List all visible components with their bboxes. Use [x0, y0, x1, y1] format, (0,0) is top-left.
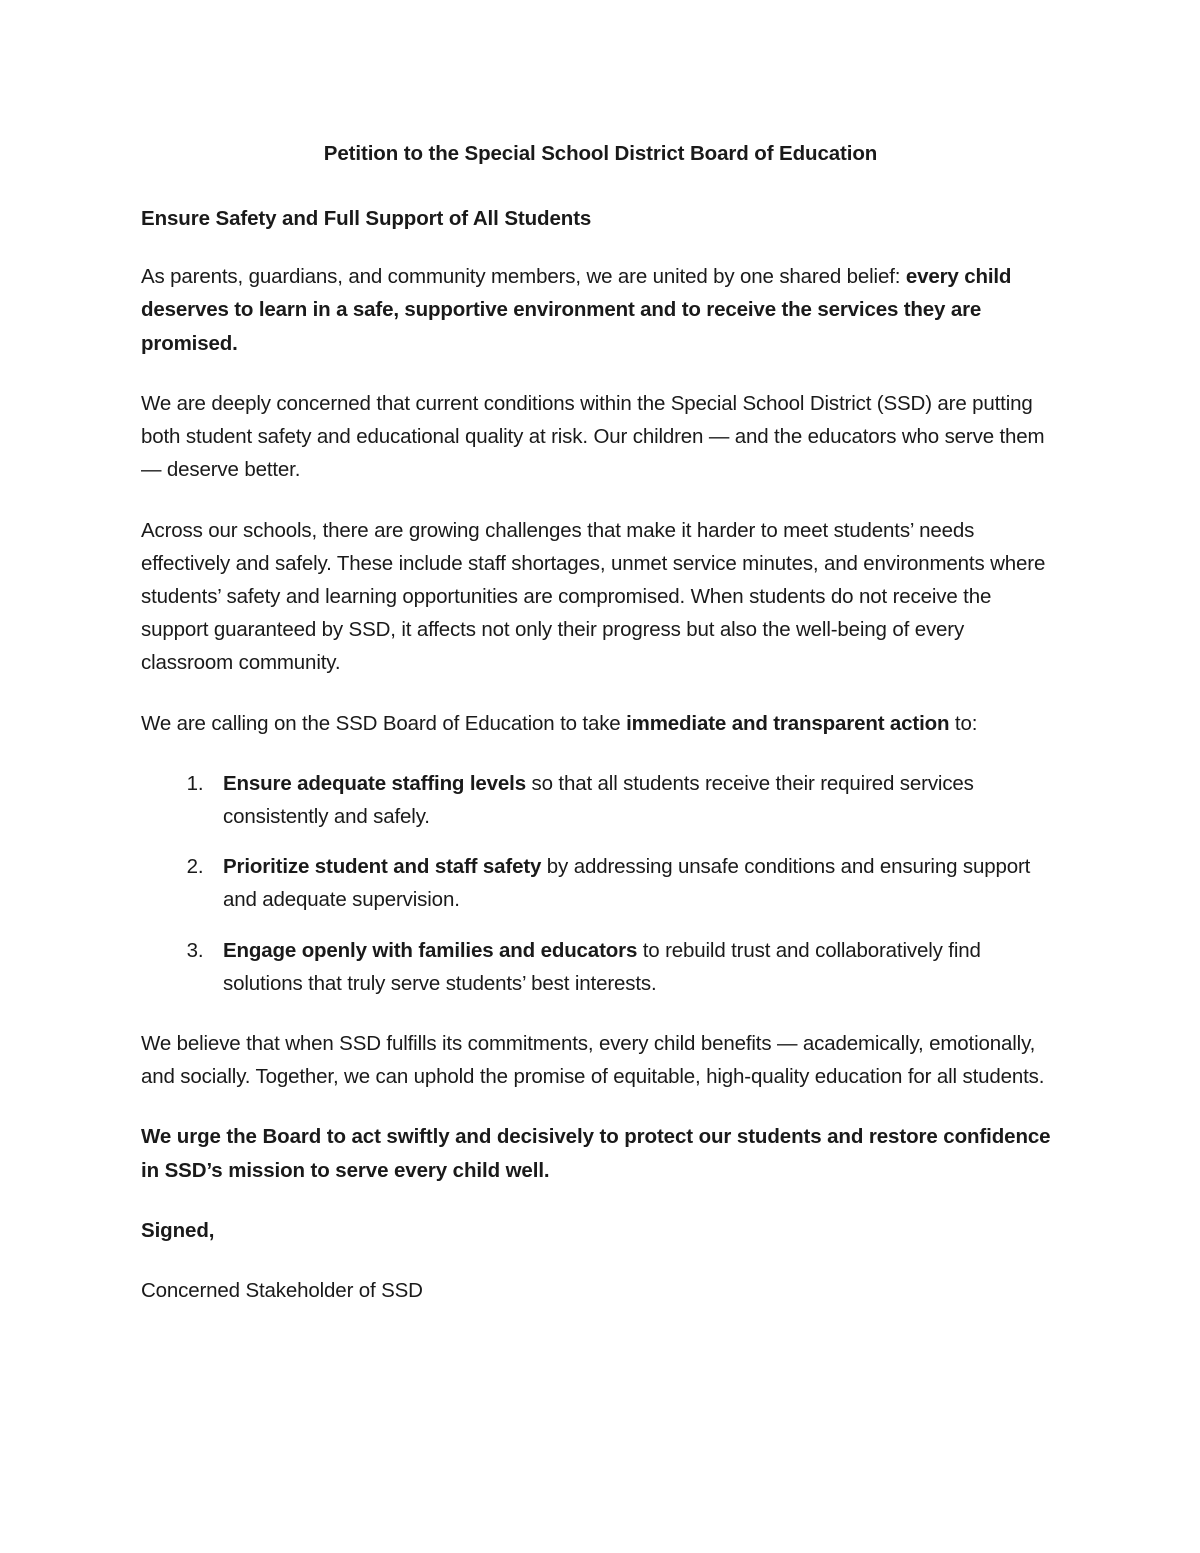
action-list — [141, 767, 1060, 1000]
paragraph-challenges: Across our schools, there are growing challenges that make it harder to meet students’ needs effectively and safely. These include staff shortages, unmet service minutes, and environments where students’ safety and learning opportunities are compromised. When students do not receive the support guaranteed by SSD, it affects not only their progress but also the well-being of every classroom community. — [141, 518, 1046, 675]
intro-plain-text: As parents, guardians, and community members, we are united by one shared belief: — [141, 265, 906, 289]
list-item-lead: Ensure adequate staffing levels — [223, 771, 526, 795]
signature-line: Concerned Stakeholder of SSD — [141, 1278, 423, 1302]
list-item-text: so that all students receive their required services consistently and safely. — [223, 771, 974, 828]
action-list-block — [141, 767, 1060, 1000]
intro-bold-text: every child deserves to learn in a safe, supportive environment and to receive the services they are promised. — [141, 265, 1012, 355]
paragraph-call-to-action — [141, 707, 1060, 740]
list-item-lead: Engage openly with families and educators — [223, 938, 638, 962]
list-item — [209, 850, 1060, 916]
paragraph-belief: We believe that when SSD fulfills its commitments, every child benefits — academically, emotionally, and socially. Together, we can uphold the promise of equitable, high-quality education for all students. — [141, 1031, 1045, 1089]
document-subtitle: Ensure Safety and Full Support of All Students — [141, 206, 592, 230]
call-plain-before: We are calling on the SSD Board of Education to take — [141, 711, 627, 735]
list-item-lead: Prioritize student and staff safety — [223, 855, 542, 879]
paragraph-urge: We urge the Board to act swiftly and decisively to protect our students and restore confidence in SSD’s mission to serve every child well. — [141, 1125, 1051, 1182]
call-bold-text: immediate and transparent action — [626, 711, 950, 735]
call-plain-after: to: — [949, 711, 978, 735]
page-title: Petition to the Special School District Board of Education — [323, 142, 878, 165]
signed-label: Signed, — [141, 1218, 215, 1242]
paragraph-concern: We are deeply concerned that current conditions within the Special School District (SSD) are putting both student safety and educational quality at risk. Our children — and the educators who serve them — deserve better. — [141, 391, 1045, 482]
list-item — [209, 934, 1060, 1000]
paragraph-intro — [141, 260, 1060, 360]
list-item-text: to rebuild trust and collaboratively find solutions that truly serve students’ best interests. — [223, 938, 981, 995]
list-item — [209, 767, 1060, 833]
list-item-text: by addressing unsafe conditions and ensuring support and adequate supervision. — [223, 855, 1031, 912]
